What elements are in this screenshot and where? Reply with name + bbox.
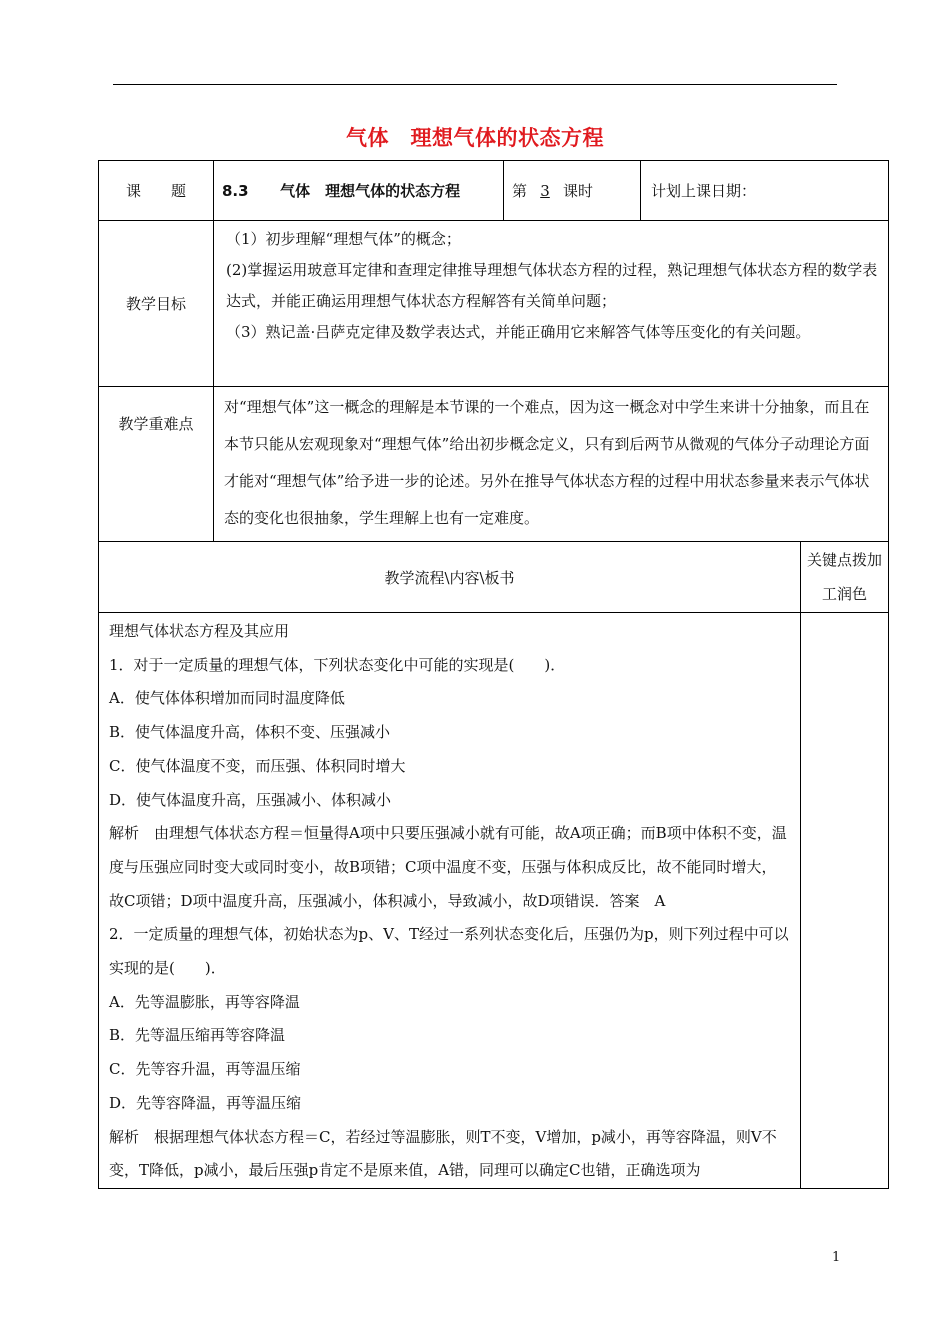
content-row — [99, 613, 889, 1189]
q2-option-b: B．先等温压缩再等容降温 — [109, 1026, 286, 1045]
notes-cell — [801, 613, 889, 1189]
goals-cell — [214, 221, 889, 387]
difficulty-text: 对“理想气体”这一概念的理解是本节课的一个难点，因为这一概念对中学生来讲十分抽象，而且在本节只能从宏观现象对“理想气体”给出初步概念定义，只有到后两节从微观的气体分子动理论方面才能对“理想气体”给予进一步的论述。另外在推导气体状态方程的过程中用状态参量来表示气体状态的变化也很抽象，学生理解上也有一定难度。 — [214, 387, 889, 542]
goal-1: （1）初步理解“理想气体”的概念； — [226, 230, 461, 248]
question-1: 1．对于一定质量的理想气体，下列状态变化中可能的实现是( )． — [109, 655, 566, 674]
topic-label: 课 题 — [99, 161, 214, 221]
q2-option-c: C．先等容升温，再等温压缩 — [109, 1060, 301, 1079]
page-number-value: 1 — [832, 1250, 841, 1265]
period-prefix: 第 — [512, 182, 528, 200]
document-title: 气体 理想气体的状态方程 — [346, 126, 604, 150]
q1-analysis: 解析 由理想气体状态方程＝恒量得A项中只要压强减小就有可能，故A项正确；而B项中体积不变，温度与压强应同时变大或同时变小，故B项错；C项中温度不变，压强与体积成反比，故不能同时增大，故C项错；D项中温度升高，压强减小，体积减小，导致减小，故D项错误．答案 A — [109, 824, 787, 910]
schedule-label: 计划上课日期： — [651, 182, 757, 200]
flow-header: 教学流程\内容\板书 — [99, 542, 801, 613]
side-header: 关键点拨加工润色 — [801, 542, 889, 613]
topic-row — [99, 161, 889, 221]
question-2: 2．一定质量的理想气体，初始状态为p、V、T经过一系列状态变化后，压强仍为p，则下列过程中可以实现的是( )． — [109, 925, 789, 978]
q1-option-c: C．使气体温度不变，而压强、体积同时增大 — [109, 756, 406, 775]
period-cell — [504, 161, 641, 221]
lesson-plan-table — [98, 160, 889, 1189]
schedule-cell — [641, 161, 889, 221]
goals-label: 教学目标 — [99, 221, 214, 387]
topic-text: 气体 理想气体的状态方程 — [280, 182, 461, 200]
section-heading: 理想气体状态方程及其应用 — [109, 622, 290, 640]
difficulty-row — [99, 387, 889, 542]
content-body — [99, 613, 800, 1188]
q2-option-a: A．先等温膨胀，再等容降温 — [109, 992, 300, 1011]
topic-number: 8.3 — [222, 182, 249, 200]
content-cell — [99, 613, 801, 1189]
header-rule — [113, 84, 837, 85]
goal-2: (2)掌握运用玻意耳定律和查理定律推导理想气体状态方程的过程，熟记理想气体状态方程的数学表达式，并能正确运用理想气体状态方程解答有关简单问题； — [226, 261, 878, 310]
period-value: 3 — [540, 182, 550, 200]
q1-option-b: B．使气体温度升高，体积不变、压强减小 — [109, 723, 391, 742]
goals-row — [99, 221, 889, 387]
goal-3: （3）熟记盖·吕萨克定律及数学表达式，并能正确用它来解答气体等压变化的有关问题。 — [226, 323, 811, 341]
q1-option-d: D．使气体温度升高，压强减小、体积减小 — [109, 790, 392, 809]
q2-option-d: D．先等容降温，再等温压缩 — [109, 1093, 302, 1112]
q1-option-a: A．使气体体积增加而同时温度降低 — [109, 689, 345, 708]
period-suffix: 课时 — [563, 182, 594, 200]
flow-header-row — [99, 542, 889, 613]
q2-analysis: 解析 根据理想气体状态方程＝C，若经过等温膨胀，则T不变，V增加，p减小，再等容降温，则V不变，T降低，p减小，最后压强p肯定不是原来值，A错，同理可以确定C也错，正确选项为 — [109, 1127, 777, 1180]
difficulty-label: 教学重难点 — [99, 387, 214, 542]
topic-cell — [214, 161, 504, 221]
